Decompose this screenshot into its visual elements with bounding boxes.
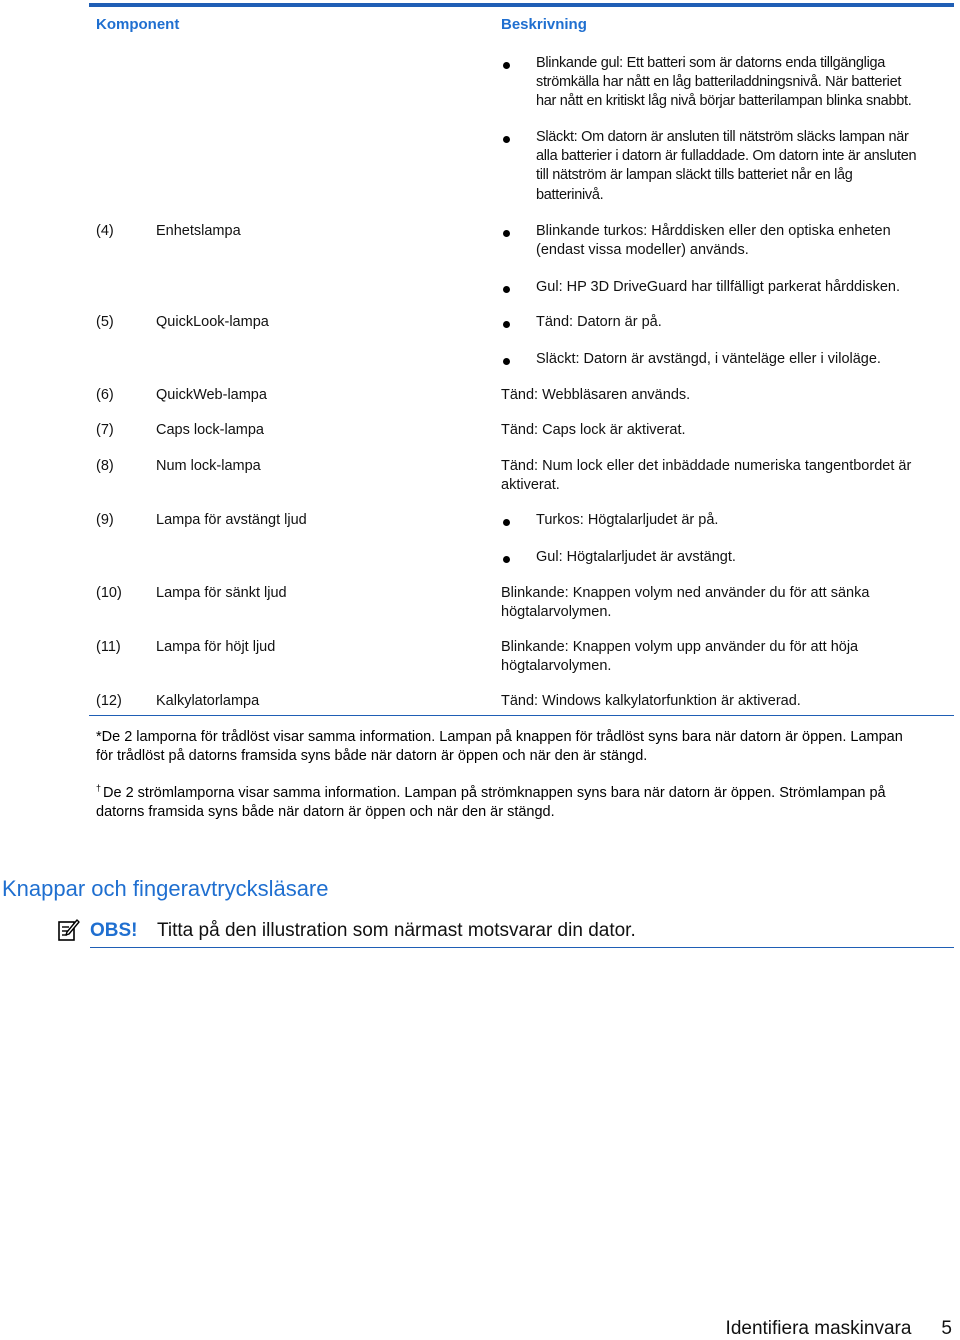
description-line: Gul: Högtalarljudet är avstängt.: [536, 549, 736, 565]
note-label: OBS!: [90, 920, 138, 941]
row-number: (12): [96, 693, 122, 709]
description-line: högtalarvolymen.: [501, 604, 612, 620]
description-line: (endast vissa modeller) används.: [536, 242, 749, 258]
component-name: QuickWeb-lampa: [156, 387, 267, 403]
component-name: Num lock-lampa: [156, 458, 261, 474]
battery-bullet-2-line-1: Släckt: Om datorn är ansluten till nätström släcks lampan när: [536, 129, 909, 145]
description-line: Blinkande turkos: Hårddisken eller den optiska enheten: [536, 223, 891, 239]
component-name: Enhetslampa: [156, 223, 241, 239]
table-footnote-rule: [89, 715, 954, 716]
footnote-2-line-2: datorns framsida syns både när datorn är öppen och när den är stängd.: [96, 804, 555, 820]
description-line: högtalarvolymen.: [501, 658, 612, 674]
column-header-description: Beskrivning: [501, 16, 587, 33]
bullet-dot: [503, 358, 510, 365]
description-line: Tänd: Num lock eller det inbäddade numeriska tangentbordet är: [501, 458, 912, 474]
component-name: Lampa för höjt ljud: [156, 639, 276, 655]
footer-title: Identifiera maskinvara: [725, 1318, 912, 1339]
bullet-dot: [503, 321, 510, 328]
battery-bullet-2-line-2: alla batterier i datorn är fulladdade. Om datorn inte är ansluten: [536, 148, 917, 164]
footnote-2-text: De 2 strömlamporna visar samma information. Lampan på strömknappen syns bara när datorn är öppen. Strömlampan på: [103, 785, 886, 801]
description-line: Tänd: Windows kalkylatorfunktion är aktiverad.: [501, 693, 801, 709]
footnote-1-line-2: för trådlöst på datorns framsida syns både när datorn är öppen och när den är stängd.: [96, 748, 648, 764]
column-header-component: Komponent: [96, 16, 180, 33]
row-number: (6): [96, 387, 114, 403]
dagger-mark: †: [96, 783, 102, 794]
bullet-dot: [503, 62, 510, 69]
component-name: Lampa för sänkt ljud: [156, 585, 287, 601]
component-name: Kalkylatorlampa: [156, 693, 260, 709]
note-underline: [90, 947, 954, 948]
component-name: QuickLook-lampa: [156, 314, 269, 330]
section-heading: Knappar och fingeravtrycksläsare: [2, 876, 329, 901]
footnote-2-line-1: [96, 784, 886, 804]
bullet-dot: [503, 556, 510, 563]
bullet-dot: [503, 136, 510, 143]
battery-bullet-2-line-4: batterinivå.: [536, 187, 604, 203]
bullet-dot: [503, 230, 510, 237]
row-number: (5): [96, 314, 114, 330]
table-top-rule: [89, 3, 954, 7]
description-line: Turkos: Högtalarljudet är på.: [536, 512, 719, 528]
description-line: Tänd: Webbläsaren används.: [501, 387, 691, 403]
row-number: (4): [96, 223, 114, 239]
footnote-1-line-1: *De 2 lamporna för trådlöst visar samma information. Lampan på knappen för trådlöst syns bara när datorn är öppen. Lampan: [96, 729, 903, 745]
row-number: (9): [96, 512, 114, 528]
description-line: Blinkande: Knappen volym upp använder du för att höja: [501, 639, 859, 655]
bullet-dot: [503, 519, 510, 526]
description-line: Gul: HP 3D DriveGuard har tillfälligt parkerat hårddisken.: [536, 279, 901, 295]
row-number: (8): [96, 458, 114, 474]
battery-bullet-2-line-3: till nätström är lampan släckt tills batteriet når en låg: [536, 167, 853, 183]
battery-bullet-1-line-1: Blinkande gul: Ett batteri som är datorns enda tillgängliga: [536, 55, 886, 71]
description-line: Tänd: Caps lock är aktiverat.: [501, 422, 686, 438]
page-number: 5: [941, 1318, 952, 1339]
description-line: aktiverat.: [501, 477, 560, 493]
row-number: (7): [96, 422, 114, 438]
component-name: Caps lock-lampa: [156, 422, 264, 438]
description-line: Blinkande: Knappen volym ned använder du för att sänka: [501, 585, 870, 601]
note-text: Titta på den illustration som närmast motsvarar din dator.: [157, 920, 636, 941]
row-number: (11): [96, 639, 121, 655]
note-icon: [56, 918, 80, 942]
row-number: (10): [96, 585, 122, 601]
description-line: Tänd: Datorn är på.: [536, 314, 662, 330]
page-footer: [726, 1318, 952, 1340]
description-line: Släckt: Datorn är avstängd, i vänteläge eller i viloläge.: [536, 351, 881, 367]
battery-bullet-1-line-3: har nått en kritiskt låg nivå börjar batterilampan blinka snabbt.: [536, 93, 912, 109]
component-name: Lampa för avstängt ljud: [156, 512, 307, 528]
bullet-dot: [503, 286, 510, 293]
battery-bullet-1-line-2: strömkälla har nått en låg batteriladdningsnivå. När batteriet: [536, 74, 902, 90]
